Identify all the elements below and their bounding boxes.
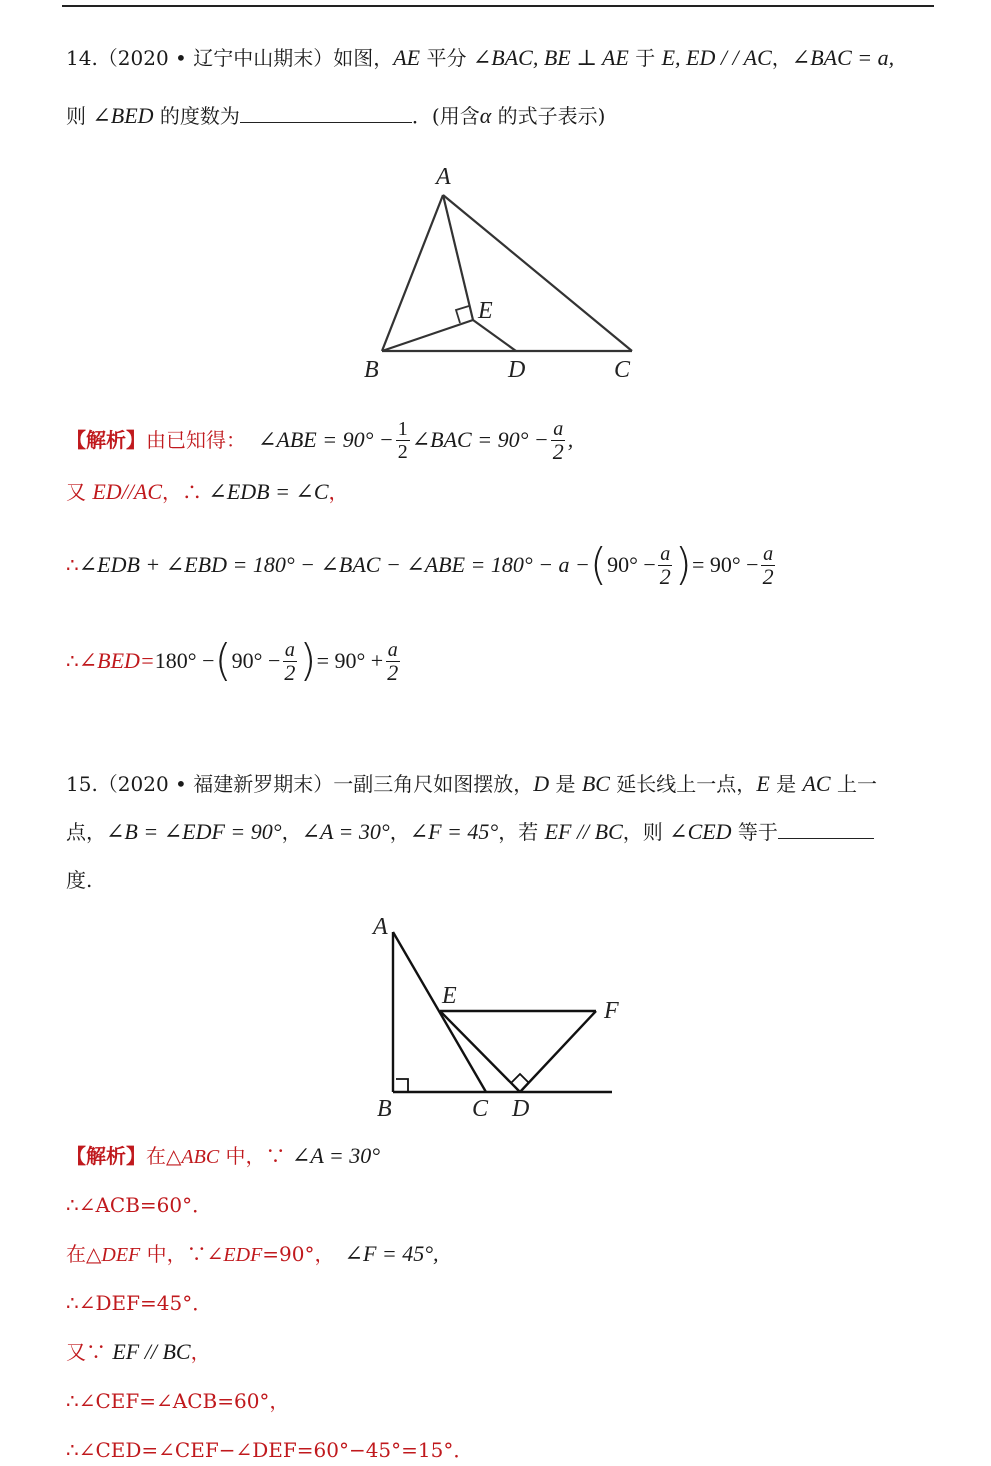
q15-solution-line-1 xyxy=(66,1142,380,1171)
q14-math: ∠BAC = a, xyxy=(791,45,895,70)
solution-math: ∠ABE = 90° − xyxy=(258,427,394,452)
denominator: 2 xyxy=(387,659,399,685)
q14-text: 的式子表示) xyxy=(491,104,606,128)
solution-math: ∠BAC = 90° − xyxy=(411,427,549,452)
q15-text: 等于 xyxy=(731,820,778,844)
q14-text: 则 xyxy=(66,104,93,128)
label-A: A xyxy=(373,914,388,940)
q15-math: ∠A = 30° xyxy=(301,819,390,844)
q14-text: 于 xyxy=(628,46,662,70)
q15-math: D xyxy=(533,771,550,796)
label-B: B xyxy=(377,1096,392,1122)
label-C: C xyxy=(614,357,631,383)
q15-solution-line-3 xyxy=(66,1240,439,1269)
q15-math: E xyxy=(756,771,770,796)
q14-line-1 xyxy=(66,44,894,72)
q14-solution-line-2 xyxy=(66,478,349,506)
denominator: 2 xyxy=(659,563,671,589)
q14-solution-line-1 xyxy=(66,412,573,468)
q15-text: 延长线上一点， xyxy=(609,772,757,796)
q15-text: 上一 xyxy=(830,772,877,796)
solution-text: 又∵ xyxy=(66,1340,113,1364)
q14-solution-line-4 xyxy=(66,632,402,690)
denominator: 2 xyxy=(284,659,296,685)
q15-text: ，则 xyxy=(622,820,670,844)
label-F: F xyxy=(604,998,619,1024)
numerator: a xyxy=(660,542,671,565)
solution-math: ∠F = 45° xyxy=(344,1241,434,1266)
q15-line-3: 度. xyxy=(66,868,93,892)
solution-math: DEF xyxy=(101,1244,141,1266)
top-divider xyxy=(62,5,934,7)
solution-text: ∴ xyxy=(66,649,79,673)
q14-math: AE xyxy=(393,45,421,70)
label-D: D xyxy=(508,357,526,383)
q14-text: ， xyxy=(771,46,792,70)
solution-math: , xyxy=(567,427,574,452)
analysis-tag: 【解析】 xyxy=(66,428,146,452)
q15-text: ， xyxy=(281,820,302,844)
solution-text: 在△ xyxy=(146,1144,182,1168)
q15-solution-line-4: ∴∠DEF=45°． xyxy=(66,1291,213,1315)
label-D: D xyxy=(512,1096,530,1122)
denominator: 2 xyxy=(762,563,774,589)
label-C: C xyxy=(472,1096,489,1122)
solution-text: 中，∵∠ xyxy=(140,1242,224,1266)
q15-math: EF // BC xyxy=(544,819,623,844)
solution-math: EDF xyxy=(223,1244,263,1266)
numerator: 1 xyxy=(397,417,408,440)
q14-text: ．(用含 xyxy=(411,104,480,128)
q14-math: E, ED / / AC xyxy=(661,45,772,70)
fraction xyxy=(282,639,297,684)
q15-solution-line-5 xyxy=(66,1338,211,1366)
solution-math: EF // BC xyxy=(112,1339,191,1364)
solution-text: ∴ xyxy=(66,553,79,577)
solution-math: ED//AC xyxy=(92,479,163,504)
solution-math: 90° − xyxy=(231,648,281,673)
label-A: A xyxy=(436,164,451,190)
numerator: a xyxy=(553,417,564,440)
denominator: 2 xyxy=(397,440,408,463)
q15-solution-line-2: ∴∠ACB=60°． xyxy=(66,1193,213,1217)
label-B: B xyxy=(364,357,379,383)
q15-solution-line-7: ∴∠CED=∠CEF−∠DEF=60°−45°=15°． xyxy=(66,1438,474,1462)
solution-text: =90°， xyxy=(262,1242,335,1266)
right-paren: ) xyxy=(674,539,692,590)
left-paren: ( xyxy=(214,635,232,686)
denominator: 2 xyxy=(552,438,564,464)
q15-math: ∠B = ∠EDF = 90° xyxy=(106,819,282,844)
solution-text: 由已知得： xyxy=(146,428,246,452)
solution-text: 在△ xyxy=(66,1242,102,1266)
q15-math: BC xyxy=(581,771,610,796)
solution-text: ，∴ xyxy=(162,480,209,504)
numerator: a xyxy=(387,638,398,661)
solution-math: = 90° − xyxy=(691,552,759,577)
solution-math: 90° − xyxy=(607,552,656,577)
left-paren: ( xyxy=(589,539,608,590)
q15-line-2 xyxy=(66,818,874,846)
q15-math: AC xyxy=(802,771,831,796)
solution-text: ， xyxy=(190,1340,211,1364)
fraction xyxy=(551,418,566,463)
right-paren: ) xyxy=(299,635,317,686)
solution-math: ABC xyxy=(181,1146,220,1168)
answer-blank xyxy=(778,818,874,839)
solution-math: ∠EDB = ∠C xyxy=(208,479,329,504)
q14-text: 的度数为 xyxy=(153,104,240,128)
q15-solution-line-6: ∴∠CEF=∠ACB=60°， xyxy=(66,1389,290,1413)
q15-text: 是 xyxy=(769,772,803,796)
solution-text: ， xyxy=(328,480,349,504)
q14-text: 平分 xyxy=(420,46,473,70)
numerator: a xyxy=(763,542,774,565)
q15-text: ， xyxy=(389,820,410,844)
solution-math: ∠EDB + ∠EBD = 180° − ∠BAC − ∠ABE = 180° − a − xyxy=(78,552,590,577)
q15-math: ∠F = 45° xyxy=(409,819,499,844)
solution-text: 中，∵ xyxy=(219,1144,292,1168)
fraction xyxy=(385,639,400,684)
q15-number-source: 15.（2020 • 福建新罗期末）一副三角尺如图摆放， xyxy=(66,772,534,796)
solution-math: ∠A = 30° xyxy=(291,1143,381,1168)
q14-number-source: 14.（2020 • 辽宁中山期末）如图， xyxy=(66,46,394,70)
q15-text: ，若 xyxy=(498,820,545,844)
solution-math: = 90° + xyxy=(316,648,384,673)
q15-set-square-figure xyxy=(360,910,630,1125)
q15-math: ∠CED xyxy=(669,819,732,844)
q14-solution-line-3 xyxy=(66,536,778,594)
q14-math: α xyxy=(479,103,492,128)
label-E: E xyxy=(478,298,493,324)
numerator: a xyxy=(284,638,295,661)
solution-math: ∠BED= xyxy=(78,648,155,673)
answer-blank xyxy=(240,102,412,123)
q14-math: ∠BED xyxy=(92,103,154,128)
solution-math: , xyxy=(433,1241,439,1266)
q15-text: 点， xyxy=(66,820,106,844)
q14-math: ∠BAC, BE ⊥ AE xyxy=(472,45,629,70)
q15-line-1 xyxy=(66,770,877,798)
fraction xyxy=(658,543,673,588)
analysis-tag: 【解析】 xyxy=(66,1144,146,1168)
solution-text: 又 xyxy=(66,480,93,504)
q14-line-2 xyxy=(66,102,605,130)
q14-triangle-figure xyxy=(350,160,650,390)
solution-math: 180° − xyxy=(154,648,215,673)
fraction xyxy=(761,543,776,588)
label-E: E xyxy=(442,983,457,1009)
q15-text: 是 xyxy=(549,772,582,796)
fraction xyxy=(396,418,410,463)
